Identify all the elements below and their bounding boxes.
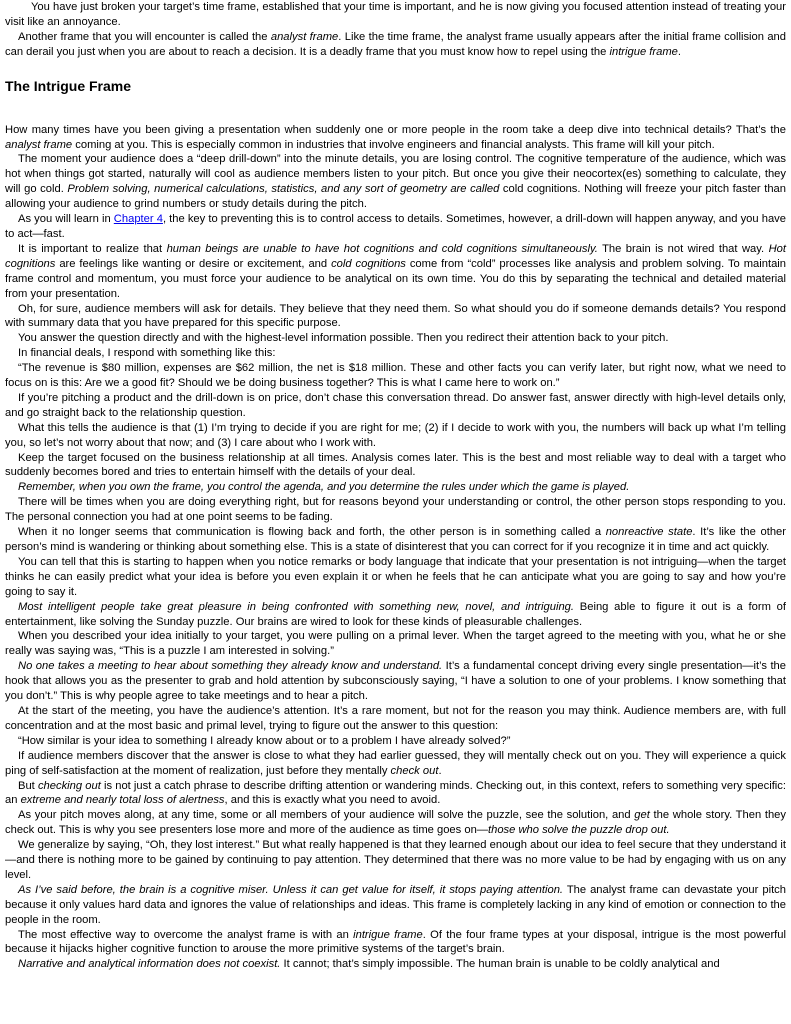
paragraph — [5, 734, 786, 749]
body-section — [5, 123, 786, 973]
paragraph — [5, 480, 786, 495]
text-run: . Like the time frame, the analyst frame usually appears after the initial frame collision and can derail you just when you are about to reach a decision. It is a deadly frame that you must know how to repel using the — [5, 30, 786, 58]
italic-run: analyst frame — [270, 30, 339, 43]
text-run: The most effective way to overcome the analyst frame is with an — [18, 928, 354, 941]
paragraph — [5, 600, 786, 630]
paragraph — [5, 883, 786, 928]
text-run: We generalize by saying, “Oh, they lost interest.” But what really happened is that they learned enough about our idea to feel secure that they understand it—and there is nothing more to be gained by continuing to pay attention. They determined that there was no more value to be had by engaging with us on any level. — [5, 839, 786, 881]
text-run: There will be times when you are doing everything right, but for reasons beyond your understanding or control, the other person stops responding to you. The personal connection you had at one point seems to be fading. — [5, 496, 786, 524]
text-run: The brain is not wired that way. — [597, 242, 769, 255]
text-run: The analyst frame can devastate your pitch because it only values hard data and ignores the value of relationships and ideas. This frame is completely lacking in any kind of emotion or connection to the people in the room. — [5, 883, 786, 926]
text-run: It’s a fundamental concept driving every single presentation—it’s the hook that allows you as the presenter to grab and hold attention by subconsciously saying, “I have a solution to one of your problems. I know something that you don’t.” This is why people agree to take meetings and to hear a pitch. — [5, 660, 786, 703]
italic-run: Hot cognitions — [5, 242, 786, 270]
text-run: In financial deals, I respond with something like this: — [18, 347, 276, 360]
italic-run: cold cognitions — [331, 257, 406, 270]
italic-run: get — [634, 809, 650, 822]
section-heading: The Intrigue Frame — [5, 77, 132, 94]
text-run: It is important to realize that — [18, 242, 167, 255]
text-run: When you described your idea initially to your target, you were pulling on a primal lever. When the target agreed to the meeting with you, what he or she really was saying was, “This is a puzzle I am interested in solving.” — [5, 630, 786, 658]
text-run: As your pitch moves along, at any time, some or all members of your audience will solve the puzzle, see the solution, and — [18, 809, 635, 822]
paragraph — [5, 451, 786, 481]
text-run: “How similar is your idea to something I already know about or to a problem I have already solved?” — [18, 734, 511, 747]
paragraph — [5, 123, 786, 153]
paragraph — [5, 0, 786, 30]
italic-run: analyst frame — [5, 138, 73, 151]
italic-run: nonreactive state — [605, 526, 693, 539]
italic-run: Most intelligent people take great pleasure in being confronted with something new, novel, and intriguing. — [18, 600, 575, 613]
intro-section — [5, 0, 786, 60]
paragraph — [5, 555, 786, 600]
paragraph — [5, 361, 786, 391]
paragraph — [5, 749, 786, 779]
text-run: But — [18, 779, 38, 792]
text-run: . — [677, 45, 681, 58]
text-run: The moment your audience does a “deep drill-down” into the minute details, you are losing control. The cognitive temperature of the audience, which was hot when things got started, naturally will cool as audience members listen to your pitch. But once you give their neocortex(es) something to calculate, they will go cold. — [5, 153, 786, 196]
text-run: is not just a catch phrase to describe drifting attention or wandering minds. Checking out, in this context, refers to something very specific: an — [5, 779, 786, 807]
text-run: the whole story. Then they check out. This is why you see presenters lose more and more of the audience as time goes on— — [5, 809, 786, 837]
paragraph — [5, 30, 786, 60]
text-run: You answer the question directly and with the highest-level information possible. Then you redirect their attention back to your pitch. — [18, 332, 669, 345]
italic-run: Remember, when you own the frame, you control the agenda, and you determine the rules under which the game is played. — [18, 481, 630, 494]
paragraph — [5, 704, 786, 734]
text-run: Another frame that you will encounter is called the — [18, 30, 271, 43]
text-run: cold cognitions. Nothing will freeze your pitch faster than allowing your audience to grind numbers or study details during the pitch. — [5, 183, 787, 211]
text-run: . — [438, 764, 442, 777]
text-run: Oh, for sure, audience members will ask for details. They believe that they need them. So what should you do if someone demands details? You respond with summary data that you have prepared for this specific purpose. — [5, 302, 786, 330]
paragraph — [5, 957, 786, 972]
paragraph — [5, 302, 786, 332]
italic-run: human beings are unable to have hot cognitions and cold cognitions simultaneously. — [166, 242, 598, 255]
paragraph — [5, 525, 786, 555]
paragraph — [5, 808, 786, 838]
text-run: , and this is exactly what you need to avoid. — [224, 794, 441, 807]
italic-run: intrigue frame — [353, 928, 423, 941]
italic-run: No one takes a meeting to hear about something they already know and understand. — [18, 660, 443, 673]
paragraph — [5, 421, 786, 451]
text-run: come from “cold” processes like analysis and problem solving. To maintain frame control and momentum, you must force your audience to be analytical on its own time. You do this by separating the technical and detailed material from your presentation. — [5, 257, 786, 300]
text-run: Being able to figure it out is a form of entertainment, like solving the Sunday puzzle. Our brains are wired to look for these kinds of pleasurable challenges. — [5, 600, 786, 628]
text-run: If audience members discover that the answer is close to what they had earlier guessed, they will mentally check out on you. They will experience a quick ping of self-satisfaction at the moment of realization, just before they mentally — [5, 749, 786, 777]
italic-run: extreme and nearly total loss of alertness — [20, 794, 225, 807]
italic-run: As I’ve said before, the brain is a cognitive miser. Unless it can get value for itself, it stops paying attention. — [18, 883, 564, 896]
text-run: , the key to preventing this is to control access to details. Sometimes, however, a drill-down will happen anyway, and you have to act—fast. — [5, 213, 786, 240]
text-run: Keep the target focused on the business relationship at all times. Analysis comes later. This is the best and most reliable way to deal with a target who suddenly becomes bored and tries to entertain himself with the details of your deal. — [5, 451, 786, 479]
paragraph — [5, 779, 786, 809]
paragraph — [5, 495, 786, 525]
text-run: How many times have you been giving a presentation when suddenly one or more people in the room take a deep dive into technical details? That’s the — [5, 123, 786, 136]
paragraph — [5, 242, 786, 302]
text-run: You can tell that this is starting to happen when you notice remarks or body language that indicate that your presentation is not intriguing—when the target thinks he can easily predict what your idea is before you even explain it or when he feels that he can anticipate what you are going to say and how you’re going to say it. — [5, 555, 786, 598]
italic-run: intrigue frame — [609, 45, 678, 58]
paragraph — [5, 346, 786, 361]
text-run: coming at you. This is especially common in industries that involve engineers and financial analysts. This frame will kill your pitch. — [72, 138, 715, 151]
paragraph — [5, 659, 786, 704]
text-run: You have just broken your target’s time frame, established that your time is important, and he is now giving you focused attention instead of treating your visit like an annoyance. — [5, 1, 786, 28]
text-run: What this tells the audience is that (1) I’m trying to decide if you are right for me; (2) if I decide to work with you, the numbers will back up what I’m telling you, so let’s not worry about that now; and (3) I care about who I work with. — [5, 421, 786, 449]
text-run: When it no longer seems that communication is flowing back and forth, the other person is in something called a — [18, 526, 606, 539]
text-run: . It’s like the other person’s mind is wandering or thinking about something else. This is a state of disinterest that you can correct for if you recognize it in time and act quickly. — [5, 526, 786, 553]
italic-run: those who solve the puzzle drop out. — [487, 824, 670, 837]
paragraph — [5, 391, 786, 421]
italic-run: Problem solving, numerical calculations, statistics, and any sort of geometry are called — [67, 183, 500, 196]
chapter-link[interactable]: Chapter 4 — [113, 213, 163, 226]
paragraph — [5, 152, 786, 212]
paragraph — [5, 629, 786, 659]
text-run: At the start of the meeting, you have the audience’s attention. It’s a rare moment, but not for the reason you may think. Audience members are, with full concentration and at the most basic and primal level, trying to figure out the answer to this question: — [5, 704, 786, 732]
text-run: It cannot; that’s simply impossible. The human brain is unable to be coldly analytical and — [280, 958, 720, 971]
italic-run: check out — [390, 764, 439, 777]
text-run: . Of the four frame types at your disposal, intrigue is the most powerful because it hijacks higher cognitive function to arouse the more primitive systems of the target’s brain. — [5, 928, 786, 956]
paragraph — [5, 928, 786, 958]
text-run: “The revenue is $80 million, expenses are $62 million, the net is $18 million. These and other facts you can verify later, but right now, what we need to focus on is this: Are we a good fit? Should we be doing business together? This is what I came here to work on.” — [5, 362, 786, 390]
text-run: are feelings like wanting or desire or excitement, and — [55, 257, 332, 270]
paragraph — [5, 331, 786, 346]
paragraph — [5, 838, 786, 883]
italic-run: Narrative and analytical information does not coexist. — [18, 958, 281, 971]
text-run: If you’re pitching a product and the drill-down is on price, don’t chase this conversation thread. Do answer fast, answer directly with high-level details only, and go straight back to the relationship question. — [5, 391, 786, 419]
italic-run: checking out — [37, 779, 101, 792]
text-run: As you will learn in — [18, 213, 114, 226]
paragraph — [5, 212, 786, 242]
